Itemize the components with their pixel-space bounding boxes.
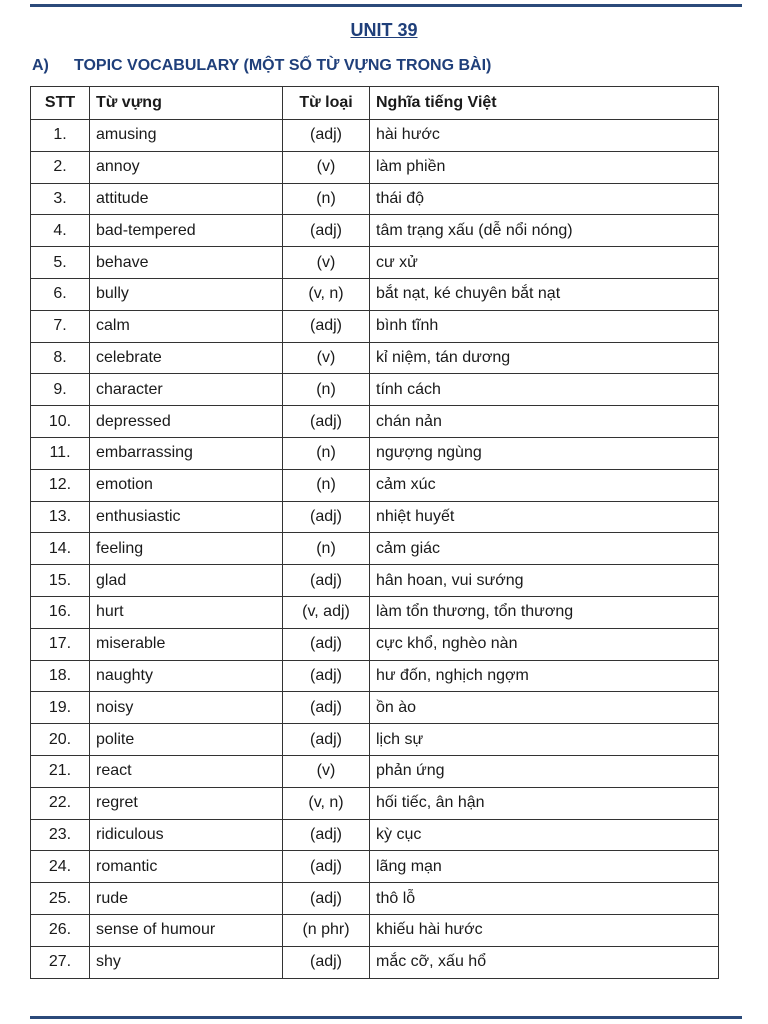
row-meaning: thô lỗ bbox=[370, 883, 719, 915]
row-word: hurt bbox=[90, 596, 283, 628]
table-row bbox=[31, 342, 719, 374]
row-part-of-speech: (v) bbox=[283, 342, 370, 374]
row-meaning: phản ứng bbox=[370, 755, 719, 787]
row-number: 24. bbox=[31, 851, 90, 883]
row-word: rude bbox=[90, 883, 283, 915]
row-number: 23. bbox=[31, 819, 90, 851]
row-word: celebrate bbox=[90, 342, 283, 374]
row-part-of-speech: (adj) bbox=[283, 724, 370, 756]
row-meaning: thái độ bbox=[370, 183, 719, 215]
row-meaning: tâm trạng xấu (dễ nổi nóng) bbox=[370, 215, 719, 247]
table-row bbox=[31, 596, 719, 628]
row-word: bad-tempered bbox=[90, 215, 283, 247]
row-word: shy bbox=[90, 946, 283, 978]
table-row bbox=[31, 120, 719, 152]
table-row bbox=[31, 565, 719, 597]
table-row bbox=[31, 183, 719, 215]
row-meaning: kỳ cục bbox=[370, 819, 719, 851]
row-number: 3. bbox=[31, 183, 90, 215]
section-letter: A) bbox=[32, 57, 49, 74]
row-meaning: làm tổn thương, tổn thương bbox=[370, 596, 719, 628]
row-part-of-speech: (adj) bbox=[283, 215, 370, 247]
row-number: 18. bbox=[31, 660, 90, 692]
row-part-of-speech: (v, n) bbox=[283, 278, 370, 310]
table-row bbox=[31, 787, 719, 819]
table-row bbox=[31, 278, 719, 310]
top-rule bbox=[30, 4, 742, 7]
row-meaning: khiếu hài hước bbox=[370, 914, 719, 946]
row-number: 20. bbox=[31, 724, 90, 756]
bottom-rule bbox=[30, 1016, 742, 1019]
table-row bbox=[31, 310, 719, 342]
row-word: react bbox=[90, 755, 283, 787]
row-part-of-speech: (v, n) bbox=[283, 787, 370, 819]
row-part-of-speech: (n) bbox=[283, 469, 370, 501]
row-number: 26. bbox=[31, 914, 90, 946]
table-row bbox=[31, 724, 719, 756]
row-number: 4. bbox=[31, 215, 90, 247]
table-row bbox=[31, 883, 719, 915]
row-part-of-speech: (n) bbox=[283, 183, 370, 215]
row-number: 9. bbox=[31, 374, 90, 406]
row-part-of-speech: (adj) bbox=[283, 501, 370, 533]
row-word: romantic bbox=[90, 851, 283, 883]
row-meaning: hân hoan, vui sướng bbox=[370, 565, 719, 597]
table-row bbox=[31, 151, 719, 183]
table-row bbox=[31, 914, 719, 946]
row-word: miserable bbox=[90, 628, 283, 660]
row-part-of-speech: (adj) bbox=[283, 851, 370, 883]
row-part-of-speech: (n phr) bbox=[283, 914, 370, 946]
row-meaning: mắc cỡ, xấu hổ bbox=[370, 946, 719, 978]
row-word: attitude bbox=[90, 183, 283, 215]
row-word: emotion bbox=[90, 469, 283, 501]
row-meaning: bắt nạt, ké chuyên bắt nạt bbox=[370, 278, 719, 310]
row-number: 13. bbox=[31, 501, 90, 533]
row-word: ridiculous bbox=[90, 819, 283, 851]
row-part-of-speech: (adj) bbox=[283, 692, 370, 724]
row-word: glad bbox=[90, 565, 283, 597]
table-row bbox=[31, 437, 719, 469]
row-part-of-speech: (adj) bbox=[283, 883, 370, 915]
row-part-of-speech: (adj) bbox=[283, 120, 370, 152]
row-number: 27. bbox=[31, 946, 90, 978]
row-number: 11. bbox=[31, 437, 90, 469]
row-meaning: lãng mạn bbox=[370, 851, 719, 883]
table-row bbox=[31, 946, 719, 978]
row-number: 10. bbox=[31, 406, 90, 438]
row-part-of-speech: (v) bbox=[283, 151, 370, 183]
row-meaning: làm phiền bbox=[370, 151, 719, 183]
row-word: annoy bbox=[90, 151, 283, 183]
table-row bbox=[31, 406, 719, 438]
row-word: naughty bbox=[90, 660, 283, 692]
table-row bbox=[31, 692, 719, 724]
row-word: polite bbox=[90, 724, 283, 756]
table-row bbox=[31, 469, 719, 501]
row-number: 8. bbox=[31, 342, 90, 374]
row-meaning: cư xử bbox=[370, 247, 719, 279]
vocabulary-table bbox=[30, 86, 719, 979]
row-meaning: ồn ào bbox=[370, 692, 719, 724]
table-row bbox=[31, 215, 719, 247]
row-word: behave bbox=[90, 247, 283, 279]
row-word: feeling bbox=[90, 533, 283, 565]
table-row bbox=[31, 660, 719, 692]
row-meaning: chán nản bbox=[370, 406, 719, 438]
table-row bbox=[31, 533, 719, 565]
row-word: bully bbox=[90, 278, 283, 310]
row-word: amusing bbox=[90, 120, 283, 152]
row-number: 21. bbox=[31, 755, 90, 787]
row-number: 19. bbox=[31, 692, 90, 724]
row-part-of-speech: (adj) bbox=[283, 819, 370, 851]
table-row bbox=[31, 247, 719, 279]
row-word: depressed bbox=[90, 406, 283, 438]
row-part-of-speech: (adj) bbox=[283, 660, 370, 692]
row-part-of-speech: (v) bbox=[283, 247, 370, 279]
header-part-of-speech: Từ loại bbox=[283, 87, 370, 120]
table-row bbox=[31, 374, 719, 406]
row-number: 12. bbox=[31, 469, 90, 501]
row-part-of-speech: (adj) bbox=[283, 628, 370, 660]
row-meaning: hư đốn, nghịch ngợm bbox=[370, 660, 719, 692]
row-number: 2. bbox=[31, 151, 90, 183]
row-meaning: cực khổ, nghèo nàn bbox=[370, 628, 719, 660]
row-part-of-speech: (n) bbox=[283, 374, 370, 406]
table-row bbox=[31, 819, 719, 851]
row-number: 5. bbox=[31, 247, 90, 279]
section-title-text: TOPIC VOCABULARY (MỘT SỐ TỪ VỰNG TRONG BÀI) bbox=[74, 57, 492, 74]
row-part-of-speech: (n) bbox=[283, 437, 370, 469]
row-number: 1. bbox=[31, 120, 90, 152]
table-row bbox=[31, 628, 719, 660]
row-meaning: cảm giác bbox=[370, 533, 719, 565]
row-part-of-speech: (v, adj) bbox=[283, 596, 370, 628]
row-word: embarrassing bbox=[90, 437, 283, 469]
row-meaning: nhiệt huyết bbox=[370, 501, 719, 533]
row-number: 7. bbox=[31, 310, 90, 342]
row-part-of-speech: (v) bbox=[283, 755, 370, 787]
row-number: 22. bbox=[31, 787, 90, 819]
row-word: enthusiastic bbox=[90, 501, 283, 533]
row-part-of-speech: (adj) bbox=[283, 946, 370, 978]
row-part-of-speech: (n) bbox=[283, 533, 370, 565]
row-number: 16. bbox=[31, 596, 90, 628]
row-meaning: ngượng ngùng bbox=[370, 437, 719, 469]
header-word: Từ vựng bbox=[90, 87, 283, 120]
row-part-of-speech: (adj) bbox=[283, 406, 370, 438]
row-meaning: kỉ niệm, tán dương bbox=[370, 342, 719, 374]
table-row bbox=[31, 755, 719, 787]
unit-title: UNIT 39 bbox=[350, 20, 418, 40]
row-word: character bbox=[90, 374, 283, 406]
header-stt: STT bbox=[31, 87, 90, 120]
row-meaning: hài hước bbox=[370, 120, 719, 152]
row-meaning: tính cách bbox=[370, 374, 719, 406]
table-header-row bbox=[31, 87, 719, 120]
row-number: 6. bbox=[31, 278, 90, 310]
row-word: regret bbox=[90, 787, 283, 819]
row-number: 15. bbox=[31, 565, 90, 597]
row-meaning: cảm xúc bbox=[370, 469, 719, 501]
row-number: 25. bbox=[31, 883, 90, 915]
row-meaning: bình tĩnh bbox=[370, 310, 719, 342]
table-row bbox=[31, 501, 719, 533]
row-number: 14. bbox=[31, 533, 90, 565]
row-number: 17. bbox=[31, 628, 90, 660]
row-word: sense of humour bbox=[90, 914, 283, 946]
row-word: calm bbox=[90, 310, 283, 342]
section-title bbox=[32, 57, 491, 75]
header-meaning: Nghĩa tiếng Việt bbox=[370, 87, 719, 120]
row-meaning: hối tiếc, ân hận bbox=[370, 787, 719, 819]
row-meaning: lịch sự bbox=[370, 724, 719, 756]
row-part-of-speech: (adj) bbox=[283, 565, 370, 597]
table-row bbox=[31, 851, 719, 883]
row-part-of-speech: (adj) bbox=[283, 310, 370, 342]
row-word: noisy bbox=[90, 692, 283, 724]
